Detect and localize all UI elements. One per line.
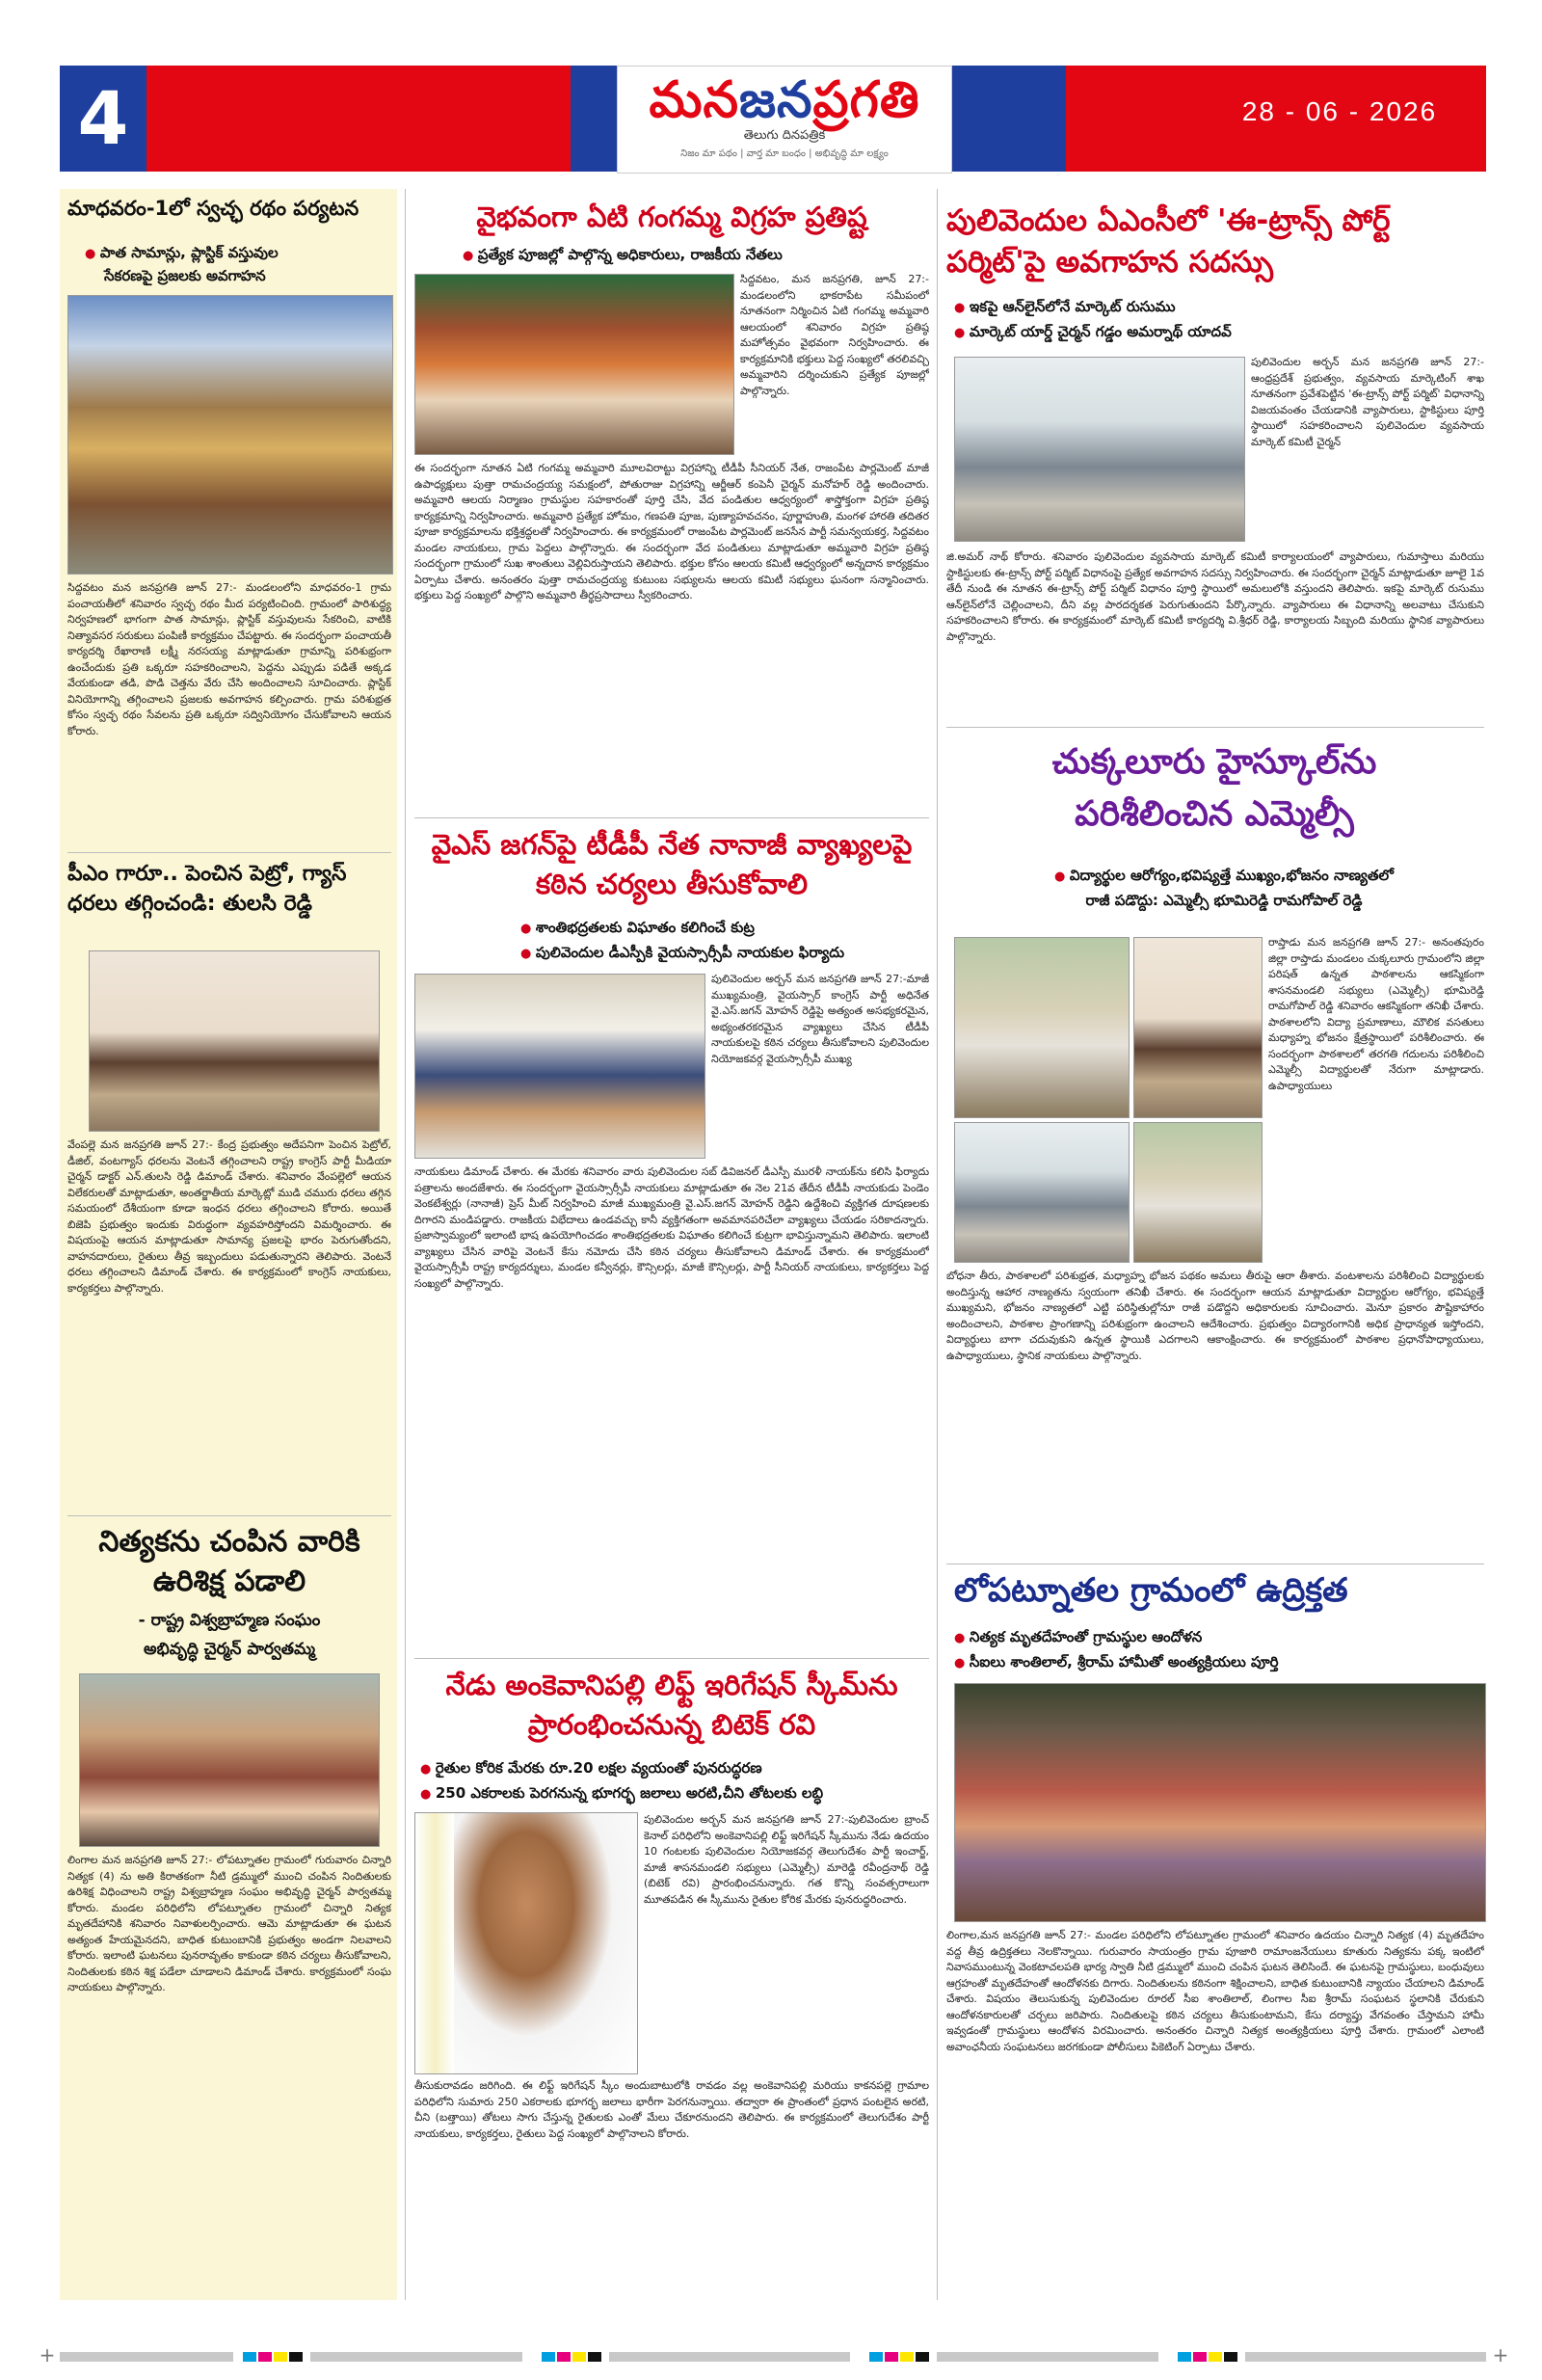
left-divider-2 <box>67 1515 391 1516</box>
mid-a1-photo <box>414 274 734 455</box>
mid-a2-photo <box>414 974 705 1159</box>
logo-tagline: నిజం మా పథం | వార్త మా బంధం | అభివృద్ధి మా లక్ష్యం <box>680 148 889 159</box>
logo-jana: జన <box>739 70 813 129</box>
right-a1-subheading-1: ● ఇకపై ఆన్‌లైన్‌లోనే మార్కెట్ రుసుము <box>954 297 1484 317</box>
mid-a2-subheading-1: ● శాంతిభద్రతలకు విఘాతం కలిగించే కుట్ర <box>520 918 929 938</box>
left-a1-body: సిద్దవటం మన జనప్రగతి జూన్ 27:- మండలంలోని మాధవరం-1 గ్రామ పంచాయతీలో శనివారం స్వచ్ఛ రథం మీద పర్యటించింది. గ్రామంలో పారిశుద్ధ్య నిర్వహణలో భాగంగా పాత సామాన్లు, ప్లాస్టిక్ వస్తువులను సేకరించి, వాటికి నిత్యావసర సరుకులు పంపిణీ కార్యక్రమం చేపట్టారు. ఈ సందర్భంగా పంచాయతీ కార్యదర్శి రేఖారాణి లక్ష్మీ నరసయ్య మాట్లాడుతూ గ్రామాన్ని పరిశుభ్రంగా ఉంచేందుకు ప్రతి ఒక్కరూ సహకరించాలని, పెద్దను ఎప్పుడు పడితే అక్కడ వేయకుండా తడి, పొడి చెత్తను వేరు చేసి అందించాలని సూచించారు. ప్లాస్టిక్ వినియోగాన్ని తగ్గించాలని ప్రజలకు అవగాహన కల్పించారు. గ్రామ పరిశుభ్రత కోసం స్వచ్ఛ రథం సేవలను ప్రతి ఒక్కరూ సద్వినియోగం చేసుకోవాలని ఆయన కోరారు. <box>67 581 391 737</box>
right-a2-photo-1 <box>954 937 1130 1118</box>
page-number: 4 <box>60 66 146 172</box>
mid-divider-1 <box>414 817 929 818</box>
right-a1-subheading-2: ● మార్కెట్ యార్డ్ చైర్మన్ గడ్డం అమర్నాథ్ యాదవ్ <box>954 322 1484 342</box>
mid-a1-subheading: ● ప్రత్యేక పూజల్లో పాల్గొన్న అధికారులు, రాజకీయ నేతలు <box>463 245 925 265</box>
right-a1-body-bottom: జి.అమర్ నాథ్ కోరారు. శనివారం పులివెందుల వ్యవసాయ మార్కెట్ కమిటీ కార్యాలయంలో వ్యాపారులు, గుమాస్తాలు మరియు స్టాకిస్టులకు ఈ-ట్రాన్స్ పోర్ట్ పర్మిట్ విధానంపై ప్రత్యేక అవగాహన సదస్సు నిర్వహించారు. ఈ సందర్భంగా చైర్మన్ మాట్లాడుతూ జూలై 1వ తేదీ నుండి ఈ నూతన ఈ-ట్రాన్స్ పోర్ట్ పర్మిట్ విధానం పూర్తి స్థాయిలో అమలులోకి వస్తుందని తెలిపారు. ఇకపై మార్కెట్ రుసుము ఆన్‌లైన్‌లోనే చెల్లించాలని, దీని వల్ల పారదర్శకత పెరుగుతుందని పేర్కొన్నారు. వ్యాపారులు ఈ విధానాన్ని అలవాటు చేసుకుని సహకరించాలని కోరారు. ఈ కార్యక్రమంలో మార్కెట్ కమిటీ కార్యదర్శి వి.శ్రీధర్ రెడ్డి, కార్యాలయ సిబ్బంది మరియు స్థానిక వ్యాపారులు పాల్గొన్నారు. <box>946 550 1484 643</box>
right-a1-body-top: పులివెందుల అర్బన్ మన జనప్రగతి జూన్ 27:- ఆంధ్రప్రదేశ్ ప్రభుత్వం, వ్యవసాయ మార్కెటింగ్ శాఖ నూతనంగా ప్రవేశపెట్టిన 'ఈ-ట్రాన్స్ పోర్ట్ పర్మిట్' విధానాన్ని విజయవంతం చేయడానికి వ్యాపారులు, స్టాకిస్టులు పూర్తి స్థాయిలో సహకరించాలని పులివెందుల వ్యవసాయ మార్కెట్ కమిటీ చైర్మన్ <box>1251 356 1484 448</box>
mid-a3-subheading-1: ● రైతుల కోరిక మేరకు రూ.20 లక్షల వ్యయంతో పునరుద్ధరణ <box>420 1758 929 1778</box>
right-a3-photo <box>954 1683 1486 1922</box>
mid-a3-portrait-photo <box>414 1812 638 2074</box>
logo-mana: మన <box>649 70 740 129</box>
column-divider-2 <box>937 189 938 2300</box>
logo-pragathi: ప్రగతి <box>812 70 920 129</box>
mid-a1-headline: వైభవంగా ఏటి గంగమ్మ విగ్రహ ప్రతిష్ట <box>476 201 867 233</box>
right-a1-headline: పులివెందుల ఏఎంసీలో 'ఈ-ట్రాన్స్ పోర్ట్ పర్మిట్'పై అవగాహన సదస్సు <box>946 203 1391 281</box>
left-a1-headline: మాధవరం-1లో స్వచ్ఛ రథం పర్యటన <box>67 197 359 220</box>
right-a2-body-bottom: బోధనా తీరు, పాఠశాలలో పరిశుభ్రత, మధ్యాహ్న భోజన పథకం అమలు తీరుపై ఆరా తీశారు. వంటశాలను పరిశీలించి విద్యార్థులకు అందిస్తున్న ఆహార నాణ్యతను స్వయంగా తనిఖీ చేశారు. ఈ సందర్భంగా ఆయన మాట్లాడుతూ విద్యార్థుల ఆరోగ్యం, భవిష్యత్తే ముఖ్యమని, భోజనం నాణ్యతలో ఎట్టి పరిస్థితుల్లోనూ రాజీ పడొద్దని అధికారులకు సూచించారు. మెనూ ప్రకారం పౌష్టికాహారం అందించాలని, పాఠశాల ప్రాంగణాన్ని పరిశుభ్రంగా ఉంచాలని ఆదేశించారు. ప్రభుత్వం విద్యారంగానికి అధిక ప్రాధాన్యత ఇస్తోందని, విద్యార్థులు బాగా చదువుకుని ఉన్నత స్థాయికి ఎదగాలని ఆకాంక్షించారు. ఈ కార్యక్రమంలో పాఠశాల ప్రధానోపాధ్యాయులు, ఉపాధ్యాయులు, స్థానిక నాయకులు పాల్గొన్నారు. <box>946 1270 1484 1362</box>
right-a2-subheading-1: ● విద్యార్థుల ఆరోగ్యం,భవిష్యత్తే ముఖ్యం,భోజనం నాణ్యతలో <box>964 866 1484 886</box>
right-a2-headline: చుక్కలూరు హైస్కూల్‌ను పరిశీలించిన ఎమ్మెల్సీ <box>1051 742 1377 834</box>
right-a3-subheading-2: ● సీఐలు శాంతిలాల్, శ్రీరామ్ హామీతో అంత్యక్రియలు పూర్తి <box>954 1652 1484 1672</box>
newspaper-logo <box>617 66 952 174</box>
left-a1-photo <box>67 295 393 575</box>
mid-a2-subheading-2: ● పులివెందుల డీఎస్పీకి వైయస్సార్సీపీ నాయకుల ఫిర్యాదు <box>520 943 929 963</box>
right-a2-photo-3 <box>954 1122 1130 1263</box>
left-a1-subheading-1: ● పాత సామాన్లు, ప్లాస్టిక్ వస్తువుల <box>85 243 391 263</box>
left-divider-1 <box>67 852 391 853</box>
mid-a3-headline: నేడు అంకెవానిపల్లి లిఫ్ట్ ఇరిగేషన్ స్కీమ్‌ను ప్రారంభించనున్న బిటెక్ రవి <box>445 1669 898 1741</box>
left-a3-subheading-1: - రాష్ట్ర విశ్వబ్రాహ్మణ సంఘం <box>138 1611 321 1630</box>
right-a3-body: లింగాల,మన జనప్రగతి జూన్ 27:- మండల పరిధిలోని లోపట్నూతల గ్రామంలో శనివారం ఉదయం చిన్నారి నిత్యక (4) మృతదేహం వద్ద తీవ్ర ఉద్రిక్తతలు నెలకొన్నాయి. గురువారం సాయంత్రం గ్రామ పూజారి రామాంజనేయులు కూతురు నిత్యకను పక్క ఇంటిలో నివాసముంటున్న వెంకటాచలపతి భార్య స్వాతి నీటి డ్రమ్ములో ముంచి చంపిన ఘటన తెలిసిందే. ఈ ఘటనపై గ్రామస్థులు, బంధువులు ఆగ్రహంతో మృతదేహంతో ఆందోళనకు దిగారు. నిందితులను కఠినంగా శిక్షించాలని, బాధిత కుటుంబానికి న్యాయం చేయాలని డిమాండ్ చేశారు. విషయం తెలుసుకున్న పులివెందుల రూరల్ సీఐ శాంతిలాల్, లింగాల సీఐ శ్రీరామ్ సంఘటన స్థలానికి చేరుకుని ఆందోళనకారులతో చర్చలు జరిపారు. నిందితులపై కఠిన చర్యలు తీసుకుంటామని, కేసు దర్యాప్తు వేగవంతం చేస్తామని హామీ ఇవ్వడంతో గ్రామస్థులు ఆందోళన విరమించారు. అనంతరం చిన్నారి నిత్యక అంత్యక్రియలు పూర్తి చేశారు. గ్రామంలో ఎలాంటి అవాంఛనీయ సంఘటనలు జరగకుండా పోలీసులు పికెటింగ్ ఏర్పాటు చేశారు. <box>946 1929 1484 2053</box>
mid-a3-subheading-2: ● 250 ఎకరాలకు పెరగనున్న భూగర్భ జలాలు అరటి,చీని తోటలకు లబ్ధి <box>420 1783 929 1804</box>
masthead-blue-band-right <box>950 66 1066 172</box>
left-a2-body: వేంపల్లె మన జనప్రగతి జూన్ 27:- కేంద్ర ప్రభుత్వం అదేపనిగా పెంచిన పెట్రోల్, డీజిల్, వంటగ్యాస్ ధరలను వెంటనే తగ్గించాలని రాష్ట్ర కాంగ్రెస్ పార్టీ మీడియా చైర్మన్ డాక్టర్ ఎన్.తులసి రెడ్డి డిమాండ్ చేశారు. శనివారం వేంపల్లెలో ఆయన విలేకరులతో మాట్లాడుతూ, అంతర్జాతీయ మార్కెట్లో ముడి చమురు ధరలు తగ్గిన సమయంలో దేశీయంగా కూడా ఇంధన ధరలు తగ్గించాలని కోరారు. అయితే బిజెపి ప్రభుత్వం ఇందుకు విరుద్ధంగా వ్యవహరిస్తోందని విమర్శించారు. ఈ విషయంపై ఆయన మాట్లాడుతూ సామాన్య ప్రజలపై భారం పెరుగుతోందని, వాహనదారులు, రైతులు తీవ్ర ఇబ్బందులు పడుతున్నారని తెలిపారు. వెంటనే ధరలు తగ్గించాలని డిమాండ్ చేశారు. ఈ కార్యక్రమంలో కాంగ్రెస్ నాయకులు, కార్యకర్తలు పాల్గొన్నారు. <box>67 1138 391 1295</box>
left-a3-subheading-2: అభివృద్ధి చైర్మన్ పార్వతమ్మ <box>144 1640 315 1659</box>
mid-a3-body-bottom: తీసుకురావడం జరిగింది. ఈ లిఫ్ట్ ఇరిగేషన్ స్కీం అందుబాటులోకి రావడం వల్ల అంకెవానిపల్లి మరియు కాకనపల్లె గ్రామాల పరిధిలోని సుమారు 250 ఎకరాలకు భూగర్భ జలాలు భారీగా పెరగనున్నాయి. తద్వారా ఈ ప్రాంతంలో ప్రధాన పంటలైన అరటి, చీని (బత్తాయి) తోటలు సాగు చేస్తున్న రైతులకు ఎంతో మేలు చేకూరనుందని తెలిపారు. ఈ కార్యక్రమంలో తెలుగుదేశం పార్టీ నాయకులు, కార్యకర్తలు, రైతులు పెద్ద సంఖ్యలో పాల్గొనాలని కోరారు. <box>414 2079 929 2140</box>
left-a3-body: లింగాల మన జనప్రగతి జూన్ 27:- లోపట్నూతల గ్రామంలో గురువారం చిన్నారి నిత్యక (4) ను అతి కిరాతకంగా నీటి డ్రమ్ములో ముంచి చంపిన నిందితులకు ఉరిశిక్ష విధించాలని రాష్ట్ర విశ్వబ్రాహ్మణ సంఘం అభివృద్ధి చైర్మన్ పార్వతమ్మ కోరారు. మండల పరిధిలోని లోపట్నూతల గ్రామంలో చిన్నారి నిత్యక మృతదేహానికి శనివారం నివాళులర్పించారు. ఆమె మాట్లాడుతూ ఈ ఘటన అత్యంత హేయమైనదని, బాధిత కుటుంబానికి ప్రభుత్వం అండగా నిలవాలని కోరారు. ఇలాంటి ఘటనలు పునరావృతం కాకుండా కఠిన చర్యలు తీసుకోవాలని, నిందితులకు కఠిన శిక్ష పడేలా చూడాలని డిమాండ్ చేశారు. కార్యక్రమంలో సంఘ నాయకులు పాల్గొన్నారు. <box>67 1854 391 1993</box>
left-a2-headline: పీఎం గారూ.. పెంచిన పెట్రో, గ్యాస్ ధరలు తగ్గించండి: తులసి రెడ్డి <box>67 862 347 916</box>
logo-subtitle: తెలుగు దినపత్రిక <box>743 128 826 143</box>
left-a2-photo <box>89 950 380 1132</box>
left-a3-headline: నిత్యకను చంపిన వారికి ఉరిశిక్ష పడాలి <box>98 1525 360 1598</box>
mid-a1-body-top: సిద్దవటం, మన జనప్రగతి, జూన్ 27:- మండలంలోని భాకరాపేట సమీపంలో నూతనంగా నిర్మించిన ఏటి గంగమ్మ అమ్మవారి ఆలయంలో శనివారం విగ్రహ ప్రతిష్ఠ మహోత్సవం వైభవంగా నిర్వహించారు. ఈ కార్యక్రమానికి భక్తులు పెద్ద సంఖ్యలో తరలివచ్చి అమ్మవారిని దర్శించుకుని ప్రత్యేక పూజల్లో పాల్గొన్నారు. <box>740 273 929 397</box>
right-a1-photo <box>954 357 1245 542</box>
mid-a2-headline: వైఎస్ జగన్‌పై టీడీపీ నేత నానాజీ వ్యాఖ్యలపై కఠిన చర్యలు తీసుకోవాలి <box>431 828 913 900</box>
column-divider-1 <box>405 189 406 2300</box>
registration-crosshair-right: + <box>1492 2343 1509 2367</box>
registration-crosshair-left: + <box>39 2343 56 2367</box>
mid-a2-body-top: పులివెందుల అర్బన్ మన జనప్రగతి జూన్ 27:-మాజీ ముఖ్యమంత్రి, వైయస్సార్ కాంగ్రెస్ పార్టీ అధినేత వై.ఎస్.జగన్ మోహన్ రెడ్డిపై అత్యంత అసభ్యకరమైన, అభ్యంతరకరమైన వ్యాఖ్యలు చేసిన టీడీపీ నాయకులపై కఠిన చర్యలు తీసుకోవాలని పులివెందుల నియోజకవర్గ వైయస్సార్సీపీ ముఖ్య <box>711 973 929 1065</box>
right-a3-subheading-1: ● నిత్యక మృతదేహంతో గ్రామస్థుల ఆందోళన <box>954 1627 1484 1647</box>
mid-a2-body-bottom: నాయకులు డిమాండ్ చేశారు. ఈ మేరకు శనివారం వారు పులివెందుల సబ్ డివిజనల్ డీఎస్పీ మురళీ నాయక్‌ను కలిసి ఫిర్యాదు పత్రాలను అందజేశారు. ఈ సందర్భంగా వైయస్సార్సీపీ నాయకులు మాట్లాడుతూ ఈ నెల 21వ తేదీన టీడీపీ నాయకుడు పెండెం వెంకటేశ్వర్లు (నానాజీ) ప్రెస్ మీట్ నిర్వహించి మాజీ ముఖ్యమంత్రి వై.ఎస్.జగన్ మోహన్ రెడ్డిని ఉద్దేశించి వ్యక్తిగత దూషణలకు దిగారని మండిపడ్డారు. రాజకీయ విభేదాలు ఉండవచ్చు కానీ వ్యక్తిగతంగా అవమానపరిచేలా వ్యాఖ్యలు చేయడం సరికాదన్నారు. ప్రజాస్వామ్యంలో ఇలాంటి భాష ఉపయోగించడం శాంతిభద్రతలకు విఘాతం కలిగించే కుట్రగా భావిస్తున్నామని తెలిపారు. ఇలాంటి వ్యాఖ్యలు చేసిన వారిపై వెంటనే కేసు నమోదు చేసి కఠిన చర్యలు తీసుకోవాలని డిమాండ్ చేశారు. ఈ కార్యక్రమంలో వైయస్సార్సీపీ రాష్ట్ర కార్యదర్శులు, మండల కన్వీనర్లు, కౌన్సిలర్లు, మాజీ కౌన్సిలర్లు, పార్టీ సీనియర్ నాయకులు, కార్యకర్తలు పెద్ద సంఖ్యలో పాల్గొన్నారు. <box>414 1165 929 1290</box>
right-a2-subheading-2: రాజీ పడొద్దు: ఎమ్మెల్సీ భూమిరెడ్డి రామగోపాల్ రెడ్డి <box>1085 892 1363 909</box>
mid-a3-body-top: పులివెందుల అర్బన్ మన జనప్రగతి జూన్ 27:-పులివెందుల బ్రాంచ్ కెనాల్ పరిధిలోని అంకెవానిపల్లి లిఫ్ట్ ఇరిగేషన్ స్కీమును నేడు ఉదయం 10 గంటలకు పులివెందుల నియోజకవర్గ తెలుగుదేశం పార్టీ ఇంచార్జ్, మాజీ శాసనమండలి సభ్యులు (ఎమ్మెల్సీ) మారెడ్డి రవీంద్రనాథ్ రెడ్డి (బిటెక్ రవి) ప్రారంభించనున్నారు. గత కొన్ని సంవత్సరాలుగా మూతపడిన ఈ స్కీమును రైతుల కోరిక మేరకు పునరుద్ధరించారు. <box>644 1813 929 1906</box>
mid-a1-body-bottom: ఈ సందర్భంగా నూతన ఏటి గంగమ్మ అమ్మవారి మూలవిరాట్టు విగ్రహాన్ని టీడీపీ సీనియర్ నేత, రాజంపేట పార్లమెంట్ మాజీ ఉపాధ్యక్షులు పుత్తా రామచంద్రయ్య సమక్షంలో, పోతురాజు విగ్రహాన్ని ఆర్జీఆర్ కంపెనీ చైర్మన్ మనోహర్ రెడ్డి అందించారు. అమ్మవారి ఆలయ నిర్మాణం గ్రామస్థుల సహకారంతో పూర్తి చేసి, వేద పండితుల ఆధ్వర్యంలో శాస్త్రోక్తంగా విగ్రహ ప్రతిష్ఠ కార్యక్రమాన్ని నిర్వహించారు. అమ్మవారి ప్రత్యేక హోమం, గణపతి పూజ, పుణ్యాహవచనం, పూర్ణాహుతి, మంగళ హారతి తదితర పూజా కార్యక్రమాలను భక్తిశ్రద్ధలతో నిర్వహించారు. ఈ కార్యక్రమంలో రాజంపేట పార్లమెంట్ జనసేన పార్టీ సమన్వయకర్త, సిద్దవటం మండల నాయకులు, గ్రామ పెద్దలు పాల్గొన్నారు. ఈ సందర్భంగా వేద పండితులు మాట్లాడుతూ అమ్మవారి విగ్రహ ప్రతిష్ఠ సందర్భంగా గ్రామంలో సుఖ శాంతులు వెల్లివిరుస్తాయని తెలిపారు. భక్తుల కోసం ఆలయ కమిటీ ఆధ్వర్యంలో అన్నదాన కార్యక్రమం ఏర్పాటు చేశారు. అనంతరం పుత్తా రామచంద్రయ్య కుటుంబ సభ్యులను ఆలయ కమిటీ సభ్యులు ఘనంగా సన్మానించారు. భక్తులు పెద్ద సంఖ్యలో పాల్గొని అమ్మవారి తీర్థప్రసాదాలు స్వీకరించారు. <box>414 462 929 602</box>
right-divider-1 <box>946 727 1484 728</box>
right-a3-headline: లోపట్నూతల గ్రామంలో ఉద్రిక్తత <box>954 1571 1348 1610</box>
right-a2-photo-4 <box>1133 1122 1263 1263</box>
right-a2-body-top: రాప్తాడు మన జనప్రగతి జూన్ 27:- అనంతపురం జిల్లా రాప్తాడు మండలం చుక్కలూరు గ్రామంలోని జిల్లా పరిషత్ ఉన్నత పాఠశాలను ఆకస్మికంగా శాసనమండలి సభ్యులు (ఎమ్మెల్సీ) భూమిరెడ్డి రామగోపాల్ రెడ్డి శనివారం ఆకస్మికంగా తనిఖీ చేశారు. పాఠశాలలోని విద్యా ప్రమాణాలు, మౌలిక వసతులు మధ్యాహ్న భోజనం క్షేత్రస్థాయిలో పరిశీలించారు. ఈ సందర్భంగా పాఠశాలలో తరగతి గదులను పరిశీలించి ఎమ్మెల్సీ విద్యార్థులతో నేరుగా మాట్లాడారు. ఉపాధ్యాయులు <box>1268 936 1484 1092</box>
edition-date: 28 - 06 - 2026 <box>1241 96 1438 126</box>
print-registration-bar <box>60 2352 1486 2362</box>
masthead-blue-band <box>571 66 617 172</box>
right-a2-photo-2 <box>1133 937 1263 1118</box>
mid-divider-2 <box>414 1658 929 1659</box>
left-a3-photo <box>79 1673 380 1847</box>
mid-a3-photo-banner <box>415 1813 454 2073</box>
left-a1-subheading-2: సేకరణపై ప్రజలకు అవగాహన <box>104 267 266 284</box>
